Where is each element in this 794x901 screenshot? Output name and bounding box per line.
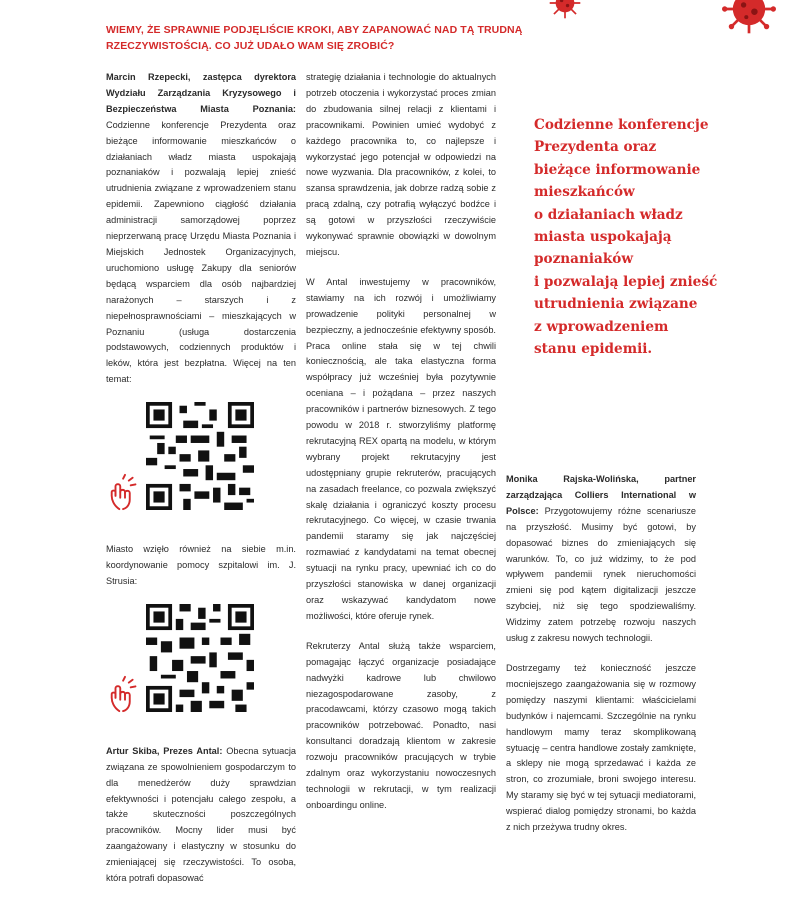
coronavirus-icon	[548, 0, 582, 20]
paragraph	[106, 70, 296, 388]
paragraph: strategię działania i technologie do aktualnych potrzeb otoczenia i wykorzystać proces zmian do zbudowania silnej relacji z klientami i pracownikami. Powinien umieć wydobyć z każdego pracownika to, co najlepsze i wykorzystać jego potencjał w odpowiedzi na nowe wyzwania. Dla pracowników, z kolei, to szansa sprawdzenia, jak dobrze radzą sobie z pracą zdalną, czy potrafią wyłączyć bodźce i są gotowi w przyszłości rzeczywiście wykonywać sprawnie obowiązki w dowolnym miejscu.	[306, 72, 496, 257]
tap-hand-icon	[106, 674, 144, 714]
coronavirus-icon	[722, 0, 776, 36]
paragraph	[106, 744, 296, 887]
pull-quote-line: Prezydenta oraz	[534, 139, 657, 156]
pull-quote-line: mieszkańców	[534, 184, 635, 201]
pull-quote-line: o działaniach władz	[534, 206, 683, 223]
paragraph: Miasto wzięło również na siebie m.in. koordynowanie pomocy szpitalowi im. J. Strusia:	[106, 544, 296, 586]
qr-code-icon[interactable]	[146, 402, 254, 510]
column-3	[506, 472, 696, 850]
section-question: WIEMY, ŻE SPRAWNIE PODJĘLIŚCIE KROKI, ABY ZAPANOWAĆ NAD TĄ TRUDNĄ RZECZYWISTOŚCIĄ. CO JUŻ UDAŁO WAM SIĘ ZROBIĆ?	[106, 24, 523, 52]
pull-quote-line: Codzienne konferencje	[534, 117, 709, 133]
column-2	[306, 70, 496, 828]
pull-quote-line: stanu epidemii.	[534, 341, 653, 358]
qr-block	[106, 604, 296, 732]
author-name: Monika Rajska-Wolińska, partner zarządzająca Colliers International w Polsce:	[506, 474, 696, 516]
paragraph	[506, 472, 696, 647]
paragraph: Rekruterzy Antal służą także wsparciem, pomagając łączyć organizacje posiadające nadwyżki kadrowe lub chwilowo niezagospodarowane zasoby, z pracodawcami, którzy czasowo mogą takich pracowników potrzebować. Ponadto, nasi konsultanci doradzają klientom w zakresie rozwoju pracowników pracujących w trybie zdalnym oraz wykorzystaniu nowoczesnych technologii w rekrutacji, w tym realizacji onboardingu online.	[306, 640, 496, 810]
author-name: Marcin Rzepecki, zastępca dyrektora Wydziału Zarządzania Kryzysowego i Bezpieczeństwa Miasta Poznania:	[106, 72, 296, 114]
pull-quote-line: poznaniaków	[534, 251, 634, 268]
qr-code-icon[interactable]	[146, 604, 254, 712]
column-1	[106, 70, 296, 901]
pull-quote-line: z wprowadzeniem	[534, 318, 669, 335]
paragraph-text: Przygotowujemy różne scenariusze na przyszłość. Musimy być gotowi, by dopasować biznes do zmieniających się warunków. To, co już widzimy, to że pod wpływem pandemii rynek nieruchomości zmieni się pod kątem digitalizacji jeszcze szybciej, niż się tego spodziewaliśmy. Widzimy zatem potrzebę rozwoju naszych usług z zakresu nowych technologii.	[506, 505, 696, 644]
pull-quote	[534, 114, 734, 360]
paragraph-text: Codzienne konferencje Prezydenta oraz bieżące informowanie mieszkańców o działaniach władz miasta uspokajają poznaniaków i pozwalają lepiej znieść utrudnienia związane z wprowadzeniem stanu epidemii. Zapewniono ciągłość działania administracji samorządowej poprzez nieprzerwaną pracę Urzędu Miasta Poznania i Miejskich Jednostek Organizacyjnych, uruchomiono usługę Zakupy dla seniorów będącą wsparciem dla osób najbardziej narażonych – starszych i z niepełnosprawnościami – mieszkających w Poznaniu (usługa dostarczenia podstawowych, codziennych produktów i leków, która jest bezpłatna. Więcej na ten temat:	[106, 119, 296, 385]
pull-quote-line: utrudnienia związane	[534, 296, 698, 313]
pull-quote-line: bieżące informowanie	[534, 161, 701, 178]
pull-quote-line: miasta uspokajają	[534, 229, 672, 246]
tap-hand-icon	[106, 472, 144, 512]
paragraph: W Antal inwestujemy w pracowników, stawiamy na ich rozwój i umożliwiamy prowadzenie polityki personalnej w bezpieczny, a jednocześnie efektywny sposób. Praca online stała się w tej chwili koniecznością, ale taka elastyczna forma współpracy już wcześniej była pozytywnie oceniana – i pożądana – przez naszych pracowników i partnerów biznesowych. Z tego powodu w 2018 r. stworzyliśmy platformę rekrutacyjną REX opartą na modelu, w którym wybrany projekt rekrutacyjny jest udostępniany grupie rekruterów, pracujących na zasadach freelance, co pozwala zwiększyć skalę działania i ograniczyć koszty procesu rekrutacyjnego. Co więcej, w czasie trwania pandemii staramy się jak najczęściej rozmawiać z kandydatami na temat obecnej sytuacji na rynku pracy, upewniać ich co do przyszłości stanowiska w danej organizacji oraz wskazywać kandydatom nowe możliwości, które oferuje rynek.	[306, 276, 496, 621]
paragraph: Dostrzegamy też konieczność jeszcze mocniejszego zaangażowania się w rozmowy pomiędzy naszymi klientami: właścicielami budynków i najemcami. Szczególnie na rynku handlowym mamy teraz skomplikowaną sytuację – centra handlowe zostały zamknięte, a sklepy nie mogą sprzedawać i każda ze stron, co zrozumiałe, broni swojego interesu. My staramy się być w tej sytuacji mediatorami, wspierać dialog pomiędzy stronami, bo każda z nich przeżywa trudny okres.	[506, 662, 696, 833]
pull-quote-line: i pozwalają lepiej znieść	[534, 273, 718, 290]
author-name: Artur Skiba, Prezes Antal:	[106, 745, 223, 756]
qr-block	[106, 402, 296, 530]
paragraph-text: Obecna sytuacja związana ze spowolnieniem gospodarczym to dla menedżerów duży sprawdzian efektywności i potencjału całego zespołu, a także skuteczności poszczególnych pracowników. Mocny lider musi być zaangażowany i elastyczny w stosunku do zmieniającej się rzeczywistości. To osoba, która potrafi dopasować	[106, 745, 297, 884]
